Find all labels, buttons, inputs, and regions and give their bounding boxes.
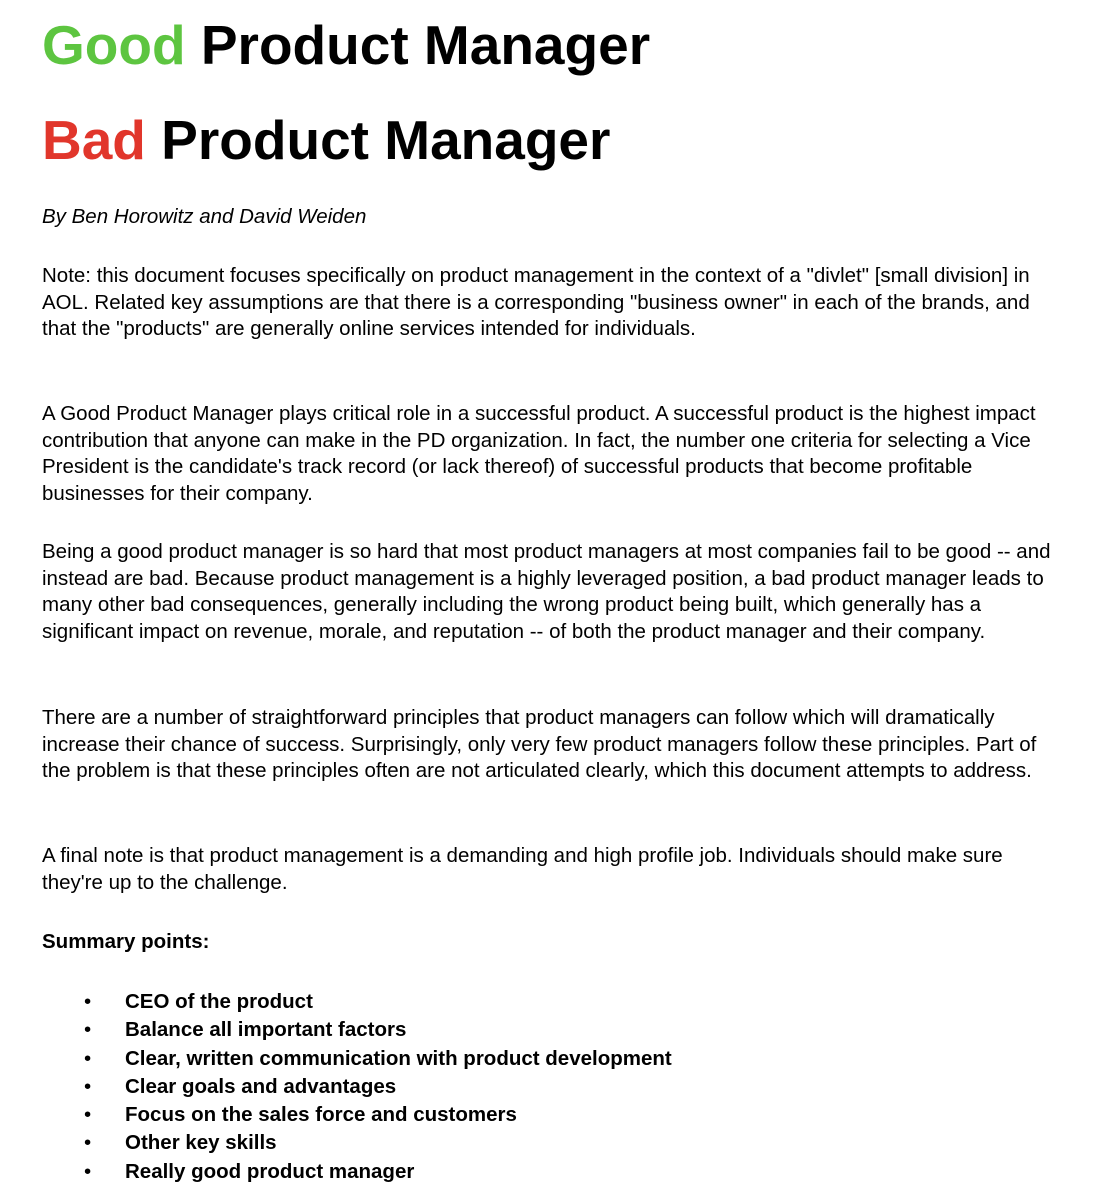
bullet-icon: • (84, 1159, 92, 1183)
paragraph-being-good-is-hard: Being a good product manager is so hard that most product managers at most companies fail to be good -- and instead are bad. Because product management is a highly leveraged position, a bad product manager leads to many other bad consequences, generally including the wrong product being built, which generally has a significant impact on revenue, morale, and reputation -- of both the product manager and their company. (42, 540, 1051, 643)
summary-heading: Summary points: (42, 930, 210, 953)
title-bad-rest: Product Manager (145, 109, 611, 171)
summary-item-text: Really good product manager (125, 1159, 415, 1183)
bullet-icon: • (84, 990, 92, 1013)
summary-item-text: Focus on the sales force and customers (125, 1103, 517, 1127)
bullet-icon: • (84, 1018, 92, 1042)
title-good-word: Good (42, 14, 186, 76)
title-bad-product-manager (42, 109, 611, 171)
title-good-product-manager (42, 14, 651, 76)
summary-item-text: Clear goals and advantages (125, 1074, 397, 1098)
bullet-icon: • (84, 1046, 92, 1070)
bullet-icon: • (84, 1103, 92, 1127)
summary-item-text: CEO of the product (125, 990, 313, 1013)
bullet-icon: • (84, 1131, 92, 1155)
title-bad-word: Bad (42, 109, 146, 171)
summary-item-text: Clear, written communication with product development (125, 1046, 672, 1070)
author-byline: By Ben Horowitz and David Weiden (42, 205, 367, 228)
title-good-rest: Product Manager (185, 14, 651, 76)
paragraph-principles: There are a number of straightforward principles that product managers can follow which will dramatically increase their chance of success. Surprisingly, only very few product managers follow these principles. Part of the problem is that these principles often are not articulated clearly, which this document attempts to address. (42, 706, 1037, 783)
summary-item-text: Balance all important factors (125, 1018, 407, 1042)
bullet-icon: • (84, 1074, 92, 1098)
summary-item-text: Other key skills (125, 1131, 277, 1155)
paragraph-note: Note: this document focuses specifically on product management in the context of a "divlet" [small division] in AOL. Related key assumptions are that there is a corresponding "business owner" in each of the brands, and that the "products" are generally online services intended for individuals. (42, 264, 1030, 341)
paragraph-final-note: A final note is that product management is a demanding and high profile job. Individuals should make sure they're up to the challenge. (42, 844, 1003, 894)
paragraph-good-pm-role: A Good Product Manager plays critical role in a successful product. A successful product is the highest impact contribution that anyone can make in the PD organization. In fact, the number one criteria for selecting a Vice President is the candidate's track record (or lack thereof) of successful products that become profitable businesses for their company. (42, 402, 1036, 505)
